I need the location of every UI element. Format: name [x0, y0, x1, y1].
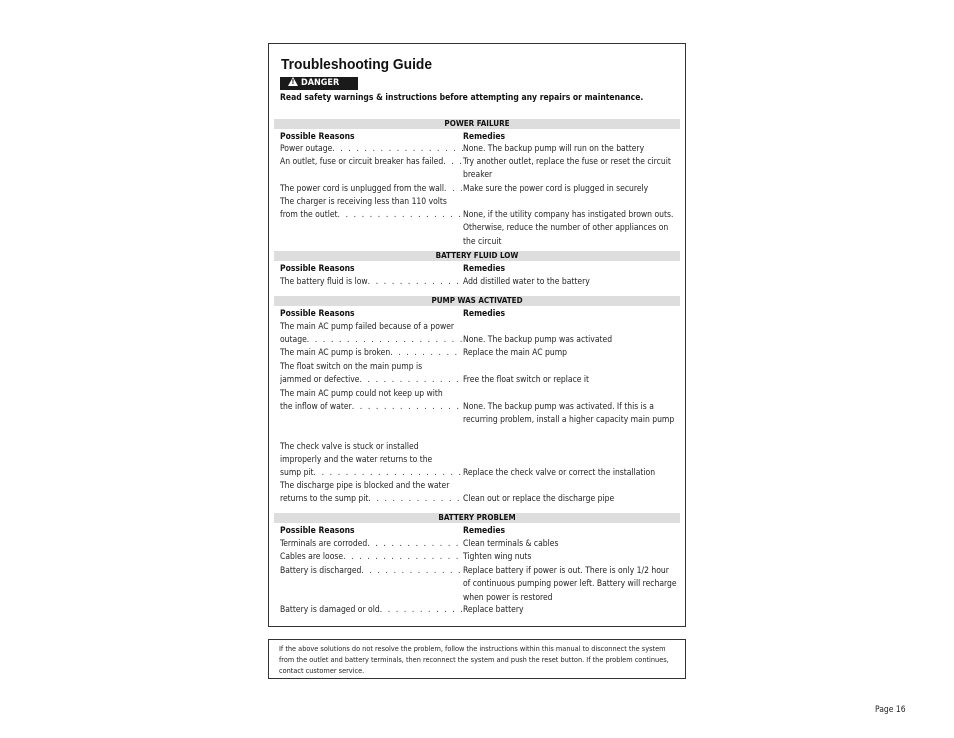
reason-row: improperly and the water returns to the	[280, 455, 433, 465]
reason-row: Terminals are corroded . . .	[280, 538, 463, 551]
warning-triangle-icon	[288, 77, 298, 86]
reason-row: The charger is receiving less than 110 volts	[280, 197, 447, 207]
remedy-row: Make sure the power cord is plugged in securely	[463, 184, 649, 194]
reason-row: The float switch on the main pump is	[280, 362, 423, 372]
remedy-row: Free the float switch or replace it	[463, 375, 590, 385]
reason-row: The main AC pump could not keep up with	[280, 389, 443, 399]
remedy-row: Replace the main AC pump	[463, 348, 568, 358]
danger-label: DANGER	[301, 78, 340, 88]
safety-warning: Read safety warnings & instructions before attempting any repairs or maintenance.	[280, 93, 644, 103]
section-pump-activated: PUMP WAS ACTIVATED	[274, 296, 680, 306]
reason-row: outage . . .	[280, 334, 463, 347]
remedy-row: Replace battery	[463, 605, 524, 615]
reason-row: from the outlet . . .	[280, 209, 463, 222]
col-remedies-header: Remedies	[463, 132, 506, 142]
reason-row: the inflow of water . . .	[280, 401, 463, 414]
col-reasons-header: Possible Reasons	[280, 264, 355, 274]
remedy-row: Clean out or replace the discharge pipe	[463, 494, 615, 504]
reason-row: The discharge pipe is blocked and the water	[280, 481, 450, 491]
col-reasons-header: Possible Reasons	[280, 309, 355, 319]
section-battery-fluid-low: BATTERY FLUID LOW	[274, 251, 680, 261]
col-reasons-header: Possible Reasons	[280, 132, 355, 142]
reason-row: Power outage . . .	[280, 143, 463, 156]
col-remedies-header: Remedies	[463, 526, 506, 536]
reason-row: sump pit . . .	[280, 467, 463, 480]
remedy-row: Add distilled water to the battery	[463, 277, 590, 287]
remedy-row: Replace battery if power is out. There is only 1/2 hour of continuous pumping power left. Battery will recharge when power is restored	[463, 566, 677, 603]
col-remedies-header: Remedies	[463, 309, 506, 319]
reason-row: The main AC pump failed because of a power	[280, 322, 455, 332]
page-number: Page 16	[875, 705, 906, 715]
remedy-row: Tighten wing nuts	[463, 552, 532, 562]
reason-row: The check valve is stuck or installed	[280, 442, 419, 452]
reason-row: jammed or defective . . .	[280, 374, 463, 387]
danger-badge	[280, 77, 358, 90]
section-power-failure: POWER FAILURE	[274, 119, 680, 129]
remedy-row: None. The backup pump will run on the battery	[463, 144, 645, 154]
col-remedies-header: Remedies	[463, 264, 506, 274]
remedy-row: Try another outlet, replace the fuse or reset the circuit breaker	[463, 157, 671, 181]
reason-row: The battery fluid is low . . .	[280, 276, 463, 289]
footer-note: If the above solutions do not resolve the problem, follow the instructions within this manual to disconnect the system from the outlet and battery terminals, then reconnect the system and push the reset button. If the problem continues, contact customer service.	[268, 639, 686, 679]
remedy-row: None, if the utility company has instigated brown outs. Otherwise, reduce the number of other appliances on the circuit	[463, 210, 674, 247]
reason-row: An outlet, fuse or circuit breaker has failed . . .	[280, 156, 463, 169]
col-reasons-header: Possible Reasons	[280, 526, 355, 536]
troubleshooting-panel	[268, 43, 686, 627]
reason-row: Battery is damaged or old . . .	[280, 604, 463, 617]
page-title: Troubleshooting Guide	[281, 56, 433, 73]
reason-row: The power cord is unplugged from the wall . . .	[280, 183, 463, 196]
remedy-row: Replace the check valve or correct the installation	[463, 468, 656, 478]
remedy-row: Clean terminals & cables	[463, 539, 559, 549]
reason-row: returns to the sump pit . . .	[280, 493, 463, 506]
remedy-row: None. The backup pump was activated. If this is a recurring problem, install a higher capacity main pump	[463, 402, 675, 426]
remedy-row: None. The backup pump was activated	[463, 335, 613, 345]
section-battery-problem: BATTERY PROBLEM	[274, 513, 680, 523]
reason-row: The main AC pump is broken . . .	[280, 347, 463, 360]
reason-row: Cables are loose . . .	[280, 551, 463, 564]
reason-row: Battery is discharged . . .	[280, 565, 463, 578]
